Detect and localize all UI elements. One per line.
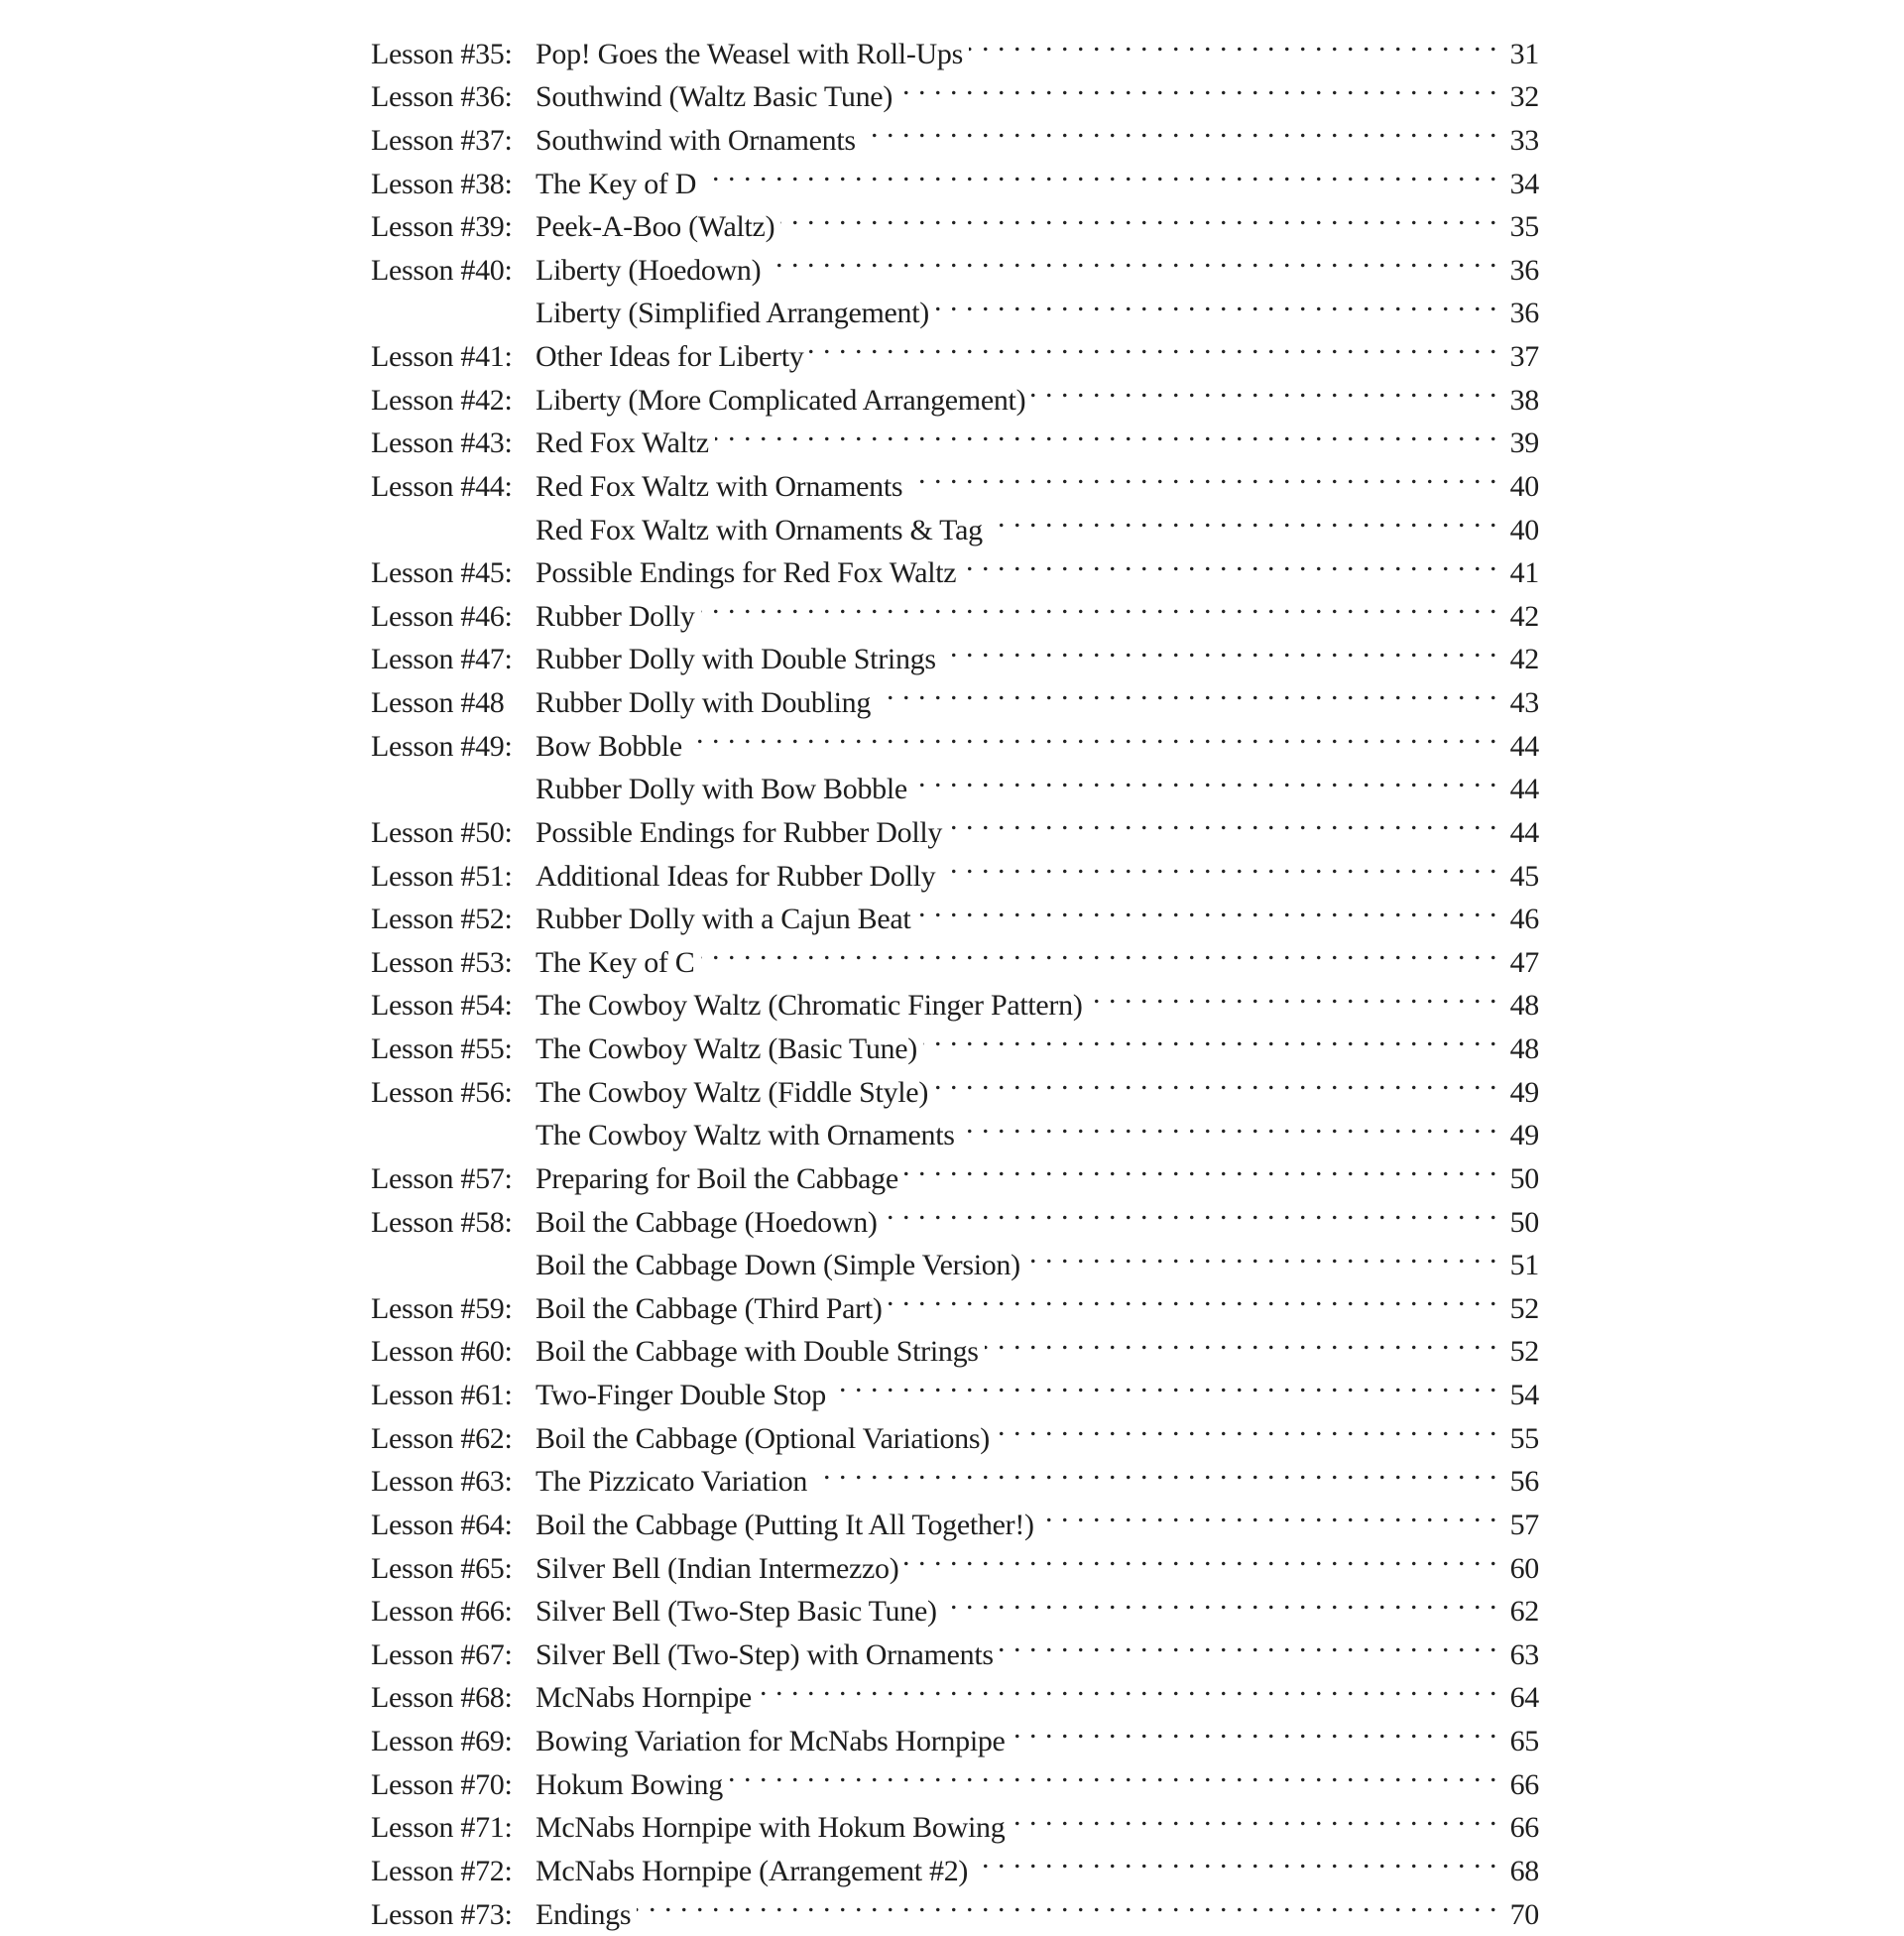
lesson-title: Boil the Cabbage (Putting It All Together!) — [536, 1504, 1040, 1547]
toc-entry — [371, 1448, 1539, 1492]
toc-entry — [371, 1274, 1539, 1318]
lesson-title: The Key of C — [536, 941, 701, 985]
lesson-number: Lesson #63: — [371, 1460, 536, 1504]
toc-entry — [371, 1058, 1539, 1102]
page-number: 52 — [1497, 1330, 1539, 1374]
page-number: 49 — [1497, 1114, 1539, 1157]
toc-entry — [371, 1188, 1539, 1232]
page-number: 70 — [1497, 1893, 1539, 1936]
lesson-title: The Pizzicato Variation — [536, 1460, 813, 1504]
dot-leader — [934, 1058, 1497, 1102]
toc-entry — [371, 1491, 1539, 1534]
page-number: 41 — [1497, 551, 1539, 595]
lesson-title: Additional Ideas for Rubber Dolly — [536, 855, 941, 899]
lesson-title: Boil the Cabbage Down (Simple Version) — [536, 1244, 1026, 1287]
toc-entry — [371, 1664, 1539, 1708]
page-number: 42 — [1497, 638, 1539, 681]
toc-entry — [371, 1318, 1539, 1362]
page-number: 62 — [1497, 1590, 1539, 1634]
lesson-number: Lesson #38: — [371, 163, 536, 206]
page-number: 54 — [1497, 1374, 1539, 1417]
dot-leader — [1000, 1621, 1497, 1664]
dot-leader — [942, 626, 1497, 669]
dot-leader — [904, 1145, 1497, 1188]
dot-leader — [948, 798, 1497, 842]
page-number: 33 — [1497, 119, 1539, 163]
page-number: 38 — [1497, 379, 1539, 423]
page-number: 48 — [1497, 984, 1539, 1028]
dot-leader — [702, 150, 1497, 193]
lesson-title: Peek-A-Boo (Waltz) — [536, 205, 780, 249]
lesson-number: Lesson #61: — [371, 1374, 536, 1417]
page-number: 36 — [1497, 249, 1539, 293]
dot-leader — [862, 106, 1497, 150]
lesson-title: The Cowboy Waltz (Basic Tune) — [536, 1028, 923, 1071]
lesson-title: Liberty (More Complicated Arrangement) — [536, 379, 1031, 423]
lesson-title: Other Ideas for Liberty — [536, 335, 809, 379]
toc-entry — [371, 668, 1539, 712]
lesson-number: Lesson #37: — [371, 119, 536, 163]
toc-entry — [371, 842, 1539, 886]
dot-leader — [913, 756, 1497, 799]
lesson-number: Lesson #43: — [371, 422, 536, 465]
lesson-title: The Cowboy Waltz with Ornaments — [536, 1114, 961, 1157]
toc-entry — [371, 1232, 1539, 1275]
lesson-number: Lesson #40: — [371, 249, 536, 293]
dot-leader — [688, 712, 1497, 756]
toc-entry — [371, 410, 1539, 453]
toc-entry — [371, 236, 1539, 280]
dot-leader — [780, 193, 1497, 237]
dot-leader — [758, 1664, 1497, 1708]
toc-entry — [371, 496, 1539, 540]
toc-entry — [371, 106, 1539, 150]
lesson-title: Hokum Bowing — [536, 1763, 729, 1807]
dot-leader — [1011, 1794, 1497, 1838]
lesson-title: Silver Bell (Two-Step) with Ornaments — [536, 1634, 1000, 1677]
toc-entry — [371, 1361, 1539, 1404]
lesson-number: Lesson #59: — [371, 1287, 536, 1331]
page-number: 44 — [1497, 768, 1539, 811]
page-number: 40 — [1497, 509, 1539, 552]
lesson-number: Lesson #62: — [371, 1417, 536, 1461]
page-number: 55 — [1497, 1417, 1539, 1461]
lesson-number: Lesson #39: — [371, 205, 536, 249]
page-number: 50 — [1497, 1157, 1539, 1201]
page-number: 43 — [1497, 681, 1539, 725]
lesson-number: Lesson #56: — [371, 1071, 536, 1115]
toc-entry — [371, 712, 1539, 756]
lesson-title: McNabs Hornpipe (Arrangement #2) — [536, 1850, 974, 1893]
lesson-number: Lesson #55: — [371, 1028, 536, 1071]
toc-entry — [371, 928, 1539, 972]
dot-leader — [923, 1015, 1497, 1058]
lesson-number: Lesson #60: — [371, 1330, 536, 1374]
lesson-number: Lesson #48 — [371, 681, 536, 725]
lesson-number: Lesson #72: — [371, 1850, 536, 1893]
toc-entry — [371, 1621, 1539, 1664]
dot-leader — [1040, 1491, 1497, 1534]
toc-entry — [371, 193, 1539, 237]
dot-leader — [767, 236, 1497, 280]
lesson-title: Pop! Goes the Weasel with Roll-Ups — [536, 33, 969, 76]
dot-leader — [908, 452, 1497, 496]
lesson-number: Lesson #67: — [371, 1634, 536, 1677]
dot-leader — [813, 1448, 1497, 1492]
dot-leader — [877, 668, 1497, 712]
page-number: 66 — [1497, 1806, 1539, 1850]
lesson-title: Boil the Cabbage (Hoedown) — [536, 1201, 884, 1245]
page-number: 57 — [1497, 1504, 1539, 1547]
lesson-title: Rubber Dolly with a Cajun Beat — [536, 898, 916, 941]
dot-leader — [1026, 1232, 1497, 1275]
lesson-title: Silver Bell (Two-Step Basic Tune) — [536, 1590, 943, 1634]
lesson-title: Silver Bell (Indian Intermezzo) — [536, 1547, 904, 1591]
dot-leader — [996, 1404, 1497, 1448]
dot-leader — [969, 20, 1497, 63]
lesson-title: Two-Finger Double Stop — [536, 1374, 832, 1417]
page-number: 51 — [1497, 1244, 1539, 1287]
dot-leader — [962, 540, 1497, 583]
lesson-number: Lesson #36: — [371, 75, 536, 119]
page-number: 63 — [1497, 1634, 1539, 1677]
page-number: 45 — [1497, 855, 1539, 899]
page-number: 60 — [1497, 1547, 1539, 1591]
lesson-number: Lesson #52: — [371, 898, 536, 941]
dot-leader — [1089, 972, 1497, 1016]
lesson-number: Lesson #71: — [371, 1806, 536, 1850]
dot-leader — [884, 1188, 1497, 1232]
dot-leader — [729, 1751, 1497, 1794]
dot-leader — [943, 1578, 1497, 1622]
lesson-title: Possible Endings for Rubber Dolly — [536, 811, 948, 855]
lesson-title: Red Fox Waltz with Ornaments — [536, 465, 908, 509]
page-number: 49 — [1497, 1071, 1539, 1115]
toc-entry — [371, 322, 1539, 366]
toc-entry — [371, 63, 1539, 107]
lesson-number: Lesson #57: — [371, 1157, 536, 1201]
toc-entry — [371, 280, 1539, 323]
page-number: 66 — [1497, 1763, 1539, 1807]
toc-entry — [371, 582, 1539, 626]
lesson-number: Lesson #64: — [371, 1504, 536, 1547]
page-number: 68 — [1497, 1850, 1539, 1893]
lesson-title: Endings — [536, 1893, 637, 1936]
dot-leader — [974, 1837, 1497, 1880]
lesson-title: Preparing for Boil the Cabbage — [536, 1157, 904, 1201]
dot-leader — [1012, 1707, 1497, 1751]
page-number: 56 — [1497, 1460, 1539, 1504]
lesson-title: The Key of D — [536, 163, 702, 206]
page-number: 37 — [1497, 335, 1539, 379]
toc-entry — [371, 756, 1539, 799]
lesson-title: The Cowboy Waltz (Fiddle Style) — [536, 1071, 934, 1115]
toc-entry — [371, 150, 1539, 193]
lesson-number: Lesson #41: — [371, 335, 536, 379]
lesson-title: Rubber Dolly with Double Strings — [536, 638, 942, 681]
lesson-title: Boil the Cabbage (Third Part) — [536, 1287, 889, 1331]
dot-leader — [715, 410, 1497, 453]
page-number: 36 — [1497, 292, 1539, 335]
toc-entry — [371, 1404, 1539, 1448]
toc-entry — [371, 886, 1539, 929]
lesson-number: Lesson #35: — [371, 33, 536, 76]
dot-leader — [989, 496, 1497, 540]
dot-leader — [701, 928, 1497, 972]
toc-entry — [371, 1145, 1539, 1188]
lesson-title: Red Fox Waltz with Ornaments & Tag — [536, 509, 989, 552]
lesson-number: Lesson #42: — [371, 379, 536, 423]
lesson-title: Rubber Dolly with Doubling — [536, 681, 877, 725]
page-number: 50 — [1497, 1201, 1539, 1245]
lesson-title: Red Fox Waltz — [536, 422, 715, 465]
lesson-number: Lesson #73: — [371, 1893, 536, 1936]
dot-leader — [941, 842, 1497, 886]
dot-leader — [898, 63, 1497, 107]
toc-entry — [371, 1751, 1539, 1794]
dot-leader — [701, 582, 1497, 626]
page-number: 35 — [1497, 205, 1539, 249]
lesson-number: Lesson #65: — [371, 1547, 536, 1591]
lesson-title: Liberty (Hoedown) — [536, 249, 767, 293]
toc-entry — [371, 540, 1539, 583]
page-number: 65 — [1497, 1720, 1539, 1763]
page-number: 39 — [1497, 422, 1539, 465]
lesson-title: Liberty (Simplified Arrangement) — [536, 292, 935, 335]
toc-entry — [371, 20, 1539, 63]
table-of-contents — [371, 20, 1539, 1924]
toc-entry — [371, 1534, 1539, 1578]
lesson-number: Lesson #50: — [371, 811, 536, 855]
lesson-number: Lesson #66: — [371, 1590, 536, 1634]
lesson-title: Rubber Dolly — [536, 595, 701, 639]
toc-entry — [371, 1837, 1539, 1880]
lesson-title: The Cowboy Waltz (Chromatic Finger Pattern) — [536, 984, 1089, 1028]
dot-leader — [985, 1318, 1497, 1362]
page-number: 52 — [1497, 1287, 1539, 1331]
lesson-title: Rubber Dolly with Bow Bobble — [536, 768, 913, 811]
page-number: 46 — [1497, 898, 1539, 941]
lesson-title: McNabs Hornpipe — [536, 1676, 758, 1720]
toc-entry — [371, 1015, 1539, 1058]
dot-leader — [832, 1361, 1497, 1404]
dot-leader — [961, 1102, 1497, 1146]
dot-leader — [637, 1880, 1497, 1924]
toc-entry — [371, 1880, 1539, 1924]
toc-entry — [371, 972, 1539, 1016]
lesson-number: Lesson #53: — [371, 941, 536, 985]
lesson-number: Lesson #45: — [371, 551, 536, 595]
lesson-title: Southwind (Waltz Basic Tune) — [536, 75, 898, 119]
toc-entry — [371, 1102, 1539, 1146]
toc-entry — [371, 1707, 1539, 1751]
page-number: 32 — [1497, 75, 1539, 119]
lesson-title: Boil the Cabbage (Optional Variations) — [536, 1417, 996, 1461]
lesson-number: Lesson #54: — [371, 984, 536, 1028]
page-number: 44 — [1497, 725, 1539, 769]
toc-entry — [371, 1794, 1539, 1838]
dot-leader — [1031, 366, 1497, 410]
lesson-number: Lesson #49: — [371, 725, 536, 769]
lesson-number: Lesson #58: — [371, 1201, 536, 1245]
dot-leader — [904, 1534, 1497, 1578]
lesson-number: Lesson #47: — [371, 638, 536, 681]
page-number: 47 — [1497, 941, 1539, 985]
lesson-number: Lesson #68: — [371, 1676, 536, 1720]
lesson-number: Lesson #46: — [371, 595, 536, 639]
page-number: 64 — [1497, 1676, 1539, 1720]
lesson-number: Lesson #70: — [371, 1763, 536, 1807]
lesson-title: Southwind with Ornaments — [536, 119, 862, 163]
page-number: 42 — [1497, 595, 1539, 639]
lesson-title: McNabs Hornpipe with Hokum Bowing — [536, 1806, 1011, 1850]
dot-leader — [889, 1274, 1497, 1318]
toc-entry — [371, 366, 1539, 410]
lesson-title: Bow Bobble — [536, 725, 688, 769]
lesson-title: Boil the Cabbage with Double Strings — [536, 1330, 985, 1374]
lesson-title: Possible Endings for Red Fox Waltz — [536, 551, 962, 595]
page-number: 44 — [1497, 811, 1539, 855]
toc-entry — [371, 626, 1539, 669]
toc-entry — [371, 452, 1539, 496]
dot-leader — [809, 322, 1497, 366]
toc-entry — [371, 798, 1539, 842]
lesson-number: Lesson #69: — [371, 1720, 536, 1763]
dot-leader — [935, 280, 1497, 323]
page-number: 34 — [1497, 163, 1539, 206]
dot-leader — [916, 886, 1497, 929]
page-number: 48 — [1497, 1028, 1539, 1071]
lesson-number: Lesson #51: — [371, 855, 536, 899]
page-number: 40 — [1497, 465, 1539, 509]
lesson-title: Bowing Variation for McNabs Hornpipe — [536, 1720, 1012, 1763]
page-number: 31 — [1497, 33, 1539, 76]
lesson-number: Lesson #44: — [371, 465, 536, 509]
toc-entry — [371, 1578, 1539, 1622]
